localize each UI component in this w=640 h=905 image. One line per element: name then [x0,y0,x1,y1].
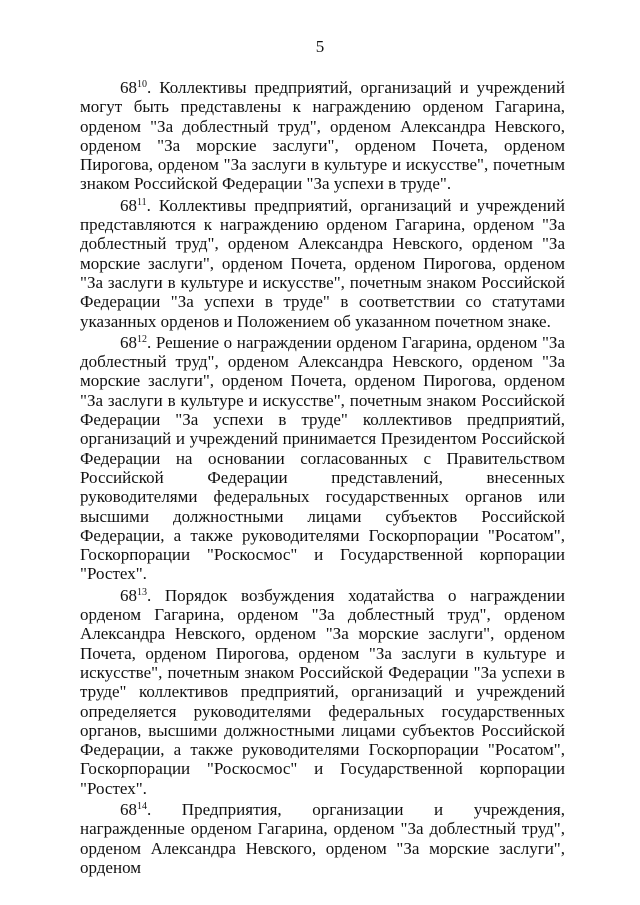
paragraph-number: $68^{13}$ [120,585,147,605]
paragraph-text: . Решение о награждении орденом Гагарина, орденом "За доблестный труд", орденом Александра Невского, орденом "За морские заслуги", орденом Почета, орденом Пирогова, орденом "За заслуги в культуре и искусстве", почетным знаком Российской Федерации "За успехи в труде" коллективов предприятий, организаций и учреждений принимается Президентом Российской Федерации на основании согласованных с Правительством Российской Федерации представлений, внесенных руководителями федеральных государственных органов или высшими должностными лицами субъектов Российской Федерации, а также руководителями Госкорпорации "Росатом", Госкорпорации "Роскосмос" и Государственной корпорации "Ростех". [80,332,565,584]
paragraph-text: . Коллективы предприятий, организаций и учреждений могут быть представлены к награждению орденом Гагарина, орденом "За доблестный труд", орденом Александра Невского, орденом "За морские заслуги", орденом Почета, орденом Пирогова, орденом "За заслуги в культуре и искусстве", почетным знаком Российской Федерации "За успехи в труде". [80,78,565,194]
page-number: 5 [315,37,325,56]
paragraph-68-13 [80,586,565,798]
paragraph-text: . Коллективы предприятий, организаций и учреждений представляются к награждению орденом Гагарина, орденом "За доблестный труд", орденом Александра Невского, орденом "За морские заслуги", орденом Почета, орденом Пирогова, орденом "За заслуги в культуре и искусстве", почетным знаком Российской Федерации "За успехи в труде" в соответствии со статутами указанных орденов и Положением об указанном почетном знаке. [80,195,565,331]
paragraph-number: $68^{14}$ [120,799,147,819]
paragraph-number: $68^{12}$ [120,332,147,352]
paragraph-68-10 [80,78,565,194]
paragraph-number: $68^{10}$ [120,78,147,97]
paragraph-text: . Предприятия, организации и учреждения, награжденные орденом Гагарина, орденом "За доблестный труд", орденом Александра Невского, орденом "За морские заслуги", орденом [80,799,565,877]
paragraph-68-12 [80,333,565,584]
paragraph-68-14 [80,800,565,877]
document-body [80,78,565,879]
paragraph-number: $68^{11}$ [120,195,147,215]
paragraph-68-11 [80,196,565,331]
paragraph-text: . Порядок возбуждения ходатайства о награждении орденом Гагарина, орденом "За доблестный труд", орденом Александра Невского, орденом "За морские заслуги", орденом Почета, орденом Пирогова, орденом "За заслуги в культуре и искусстве", почетным знаком Российской Федерации "За успехи в труде" коллективов предприятий, организаций и учреждений определяется руководителями федеральных государственных органов, высшими должностными лицами субъектов Российской Федерации, а также руководителями Госкорпорации "Росатом", Госкорпорации "Роскосмос" и Государственной корпорации "Ростех". [80,585,565,798]
